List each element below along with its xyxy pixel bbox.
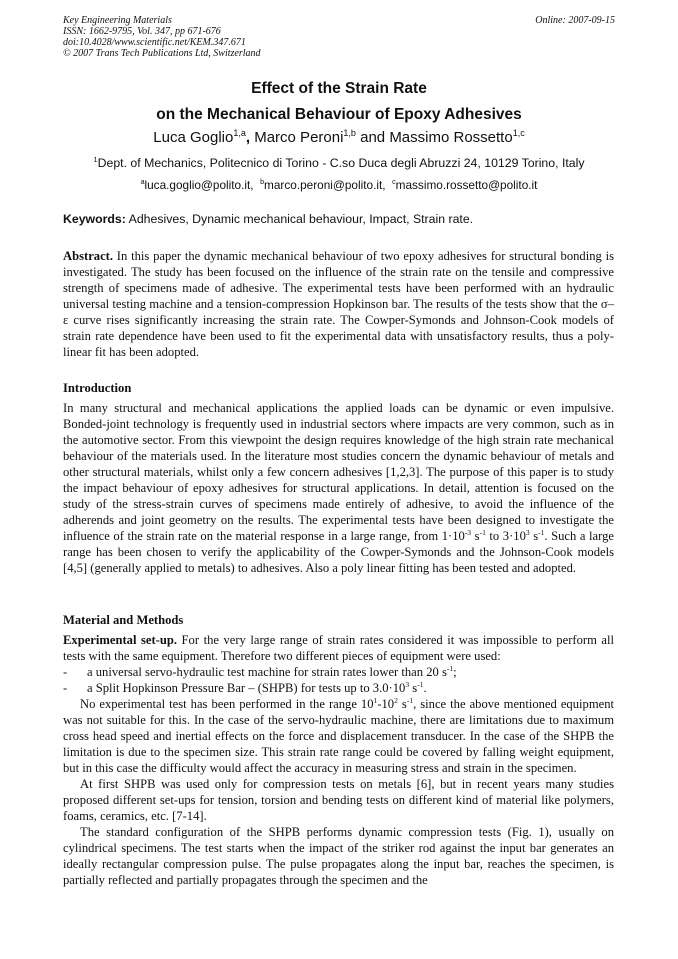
exponent: 2 <box>394 695 398 705</box>
para-text: , since the above mentioned equipment was not suitable for this. In the case of the servo-hydraulic machine, there are limitations due to maximum cross head speed and inertial effects on the force and displacement transducer. In the case of the SHPB the limitation is due to the specimen size. This strain rate range could be covered by falling weight equipment, but in this case the difficulty would affect the accuracy in measuring stress and strain in the specimen. <box>63 697 614 775</box>
author-name: Massimo Rossetto <box>389 129 513 146</box>
para-text: s <box>397 697 407 711</box>
journal-header <box>63 15 261 59</box>
bullet-text: ; <box>453 665 457 679</box>
author-affil-sup: 1,a <box>233 128 246 138</box>
intro-text: . Such a large range has been chosen to verify the applicability of the Cowper-Symonds and the Johnson-Cook models [4,5] (generally applied to metals) to adhesives. Also a poly linear fitting has been tested and adopted. <box>63 529 614 575</box>
introduction-body <box>63 400 614 576</box>
author-list <box>0 129 678 146</box>
paragraph: At first SHPB was used only for compression tests on metals [6], but in recent years many studies proposed different set-ups for tension, torsion and bending tests on different kind of material like polymers, foams, ceramics, etc. [7-14]. <box>63 777 614 823</box>
keywords-label: Keywords: <box>63 212 126 226</box>
doi-line: doi:10.4028/www.scientific.net/KEM.347.671 <box>63 37 246 48</box>
email-sup: c <box>392 178 396 187</box>
email-link[interactable]: luca.goglio@polito.it, <box>144 178 254 192</box>
paper-title-line2: on the Mechanical Behaviour of Epoxy Adhesives <box>156 106 522 123</box>
author-separator: , <box>245 129 255 146</box>
keywords-text: Adhesives, Dynamic mechanical behaviour, Impact, Strain rate. <box>125 212 474 226</box>
paragraph <box>63 696 614 776</box>
affil-text: Dept. of Mechanics, Politecnico di Torino - C.so Duca degli Abruzzi 24, 10129 Torino, Italy <box>97 156 585 170</box>
email-list <box>0 178 678 192</box>
exponent: -1 <box>406 695 414 705</box>
list-item <box>63 664 614 680</box>
online-date: Online: 2007-09-15 <box>535 15 615 26</box>
journal-name: Key Engineering Materials <box>63 15 172 26</box>
setup-label: Experimental set-up. <box>63 633 178 647</box>
email-link[interactable]: massimo.rossetto@polito.it <box>395 178 538 192</box>
bullet-text: s <box>409 681 418 695</box>
affiliation <box>0 156 678 170</box>
abstract <box>63 248 614 360</box>
setup-text: For the very large range of strain rates considered it was impossible to perform all tests with the same equipment. Therefore two different pieces of equipment were used: <box>63 633 614 663</box>
abstract-text: In this paper the dynamic mechanical behaviour of two epoxy adhesives for structural bonding is investigated. The study has been focused on the influence of the strain rate on the tensile and compressive strength of specimens made of adhesive. The experimental tests have been performed with an hydraulic universal testing machine and a tension-compression Hopkinson bar. The results of the tests show that the σ–ε curve rises significantly increasing the strain rate. The Cowper-Symonds and Johnson-Cook models of strain rate dependence have been used to fit the experimental data with unsatisfactory results, thus a poly-linear fit has been adopted. <box>63 249 614 359</box>
intro-text: to 3·10 <box>485 529 526 543</box>
exponent: -1 <box>417 679 424 689</box>
bullet-dash: - <box>63 665 68 679</box>
exponent: -1 <box>479 527 486 537</box>
list-item <box>63 680 614 696</box>
paper-title-line1: Effect of the Strain Rate <box>251 80 427 97</box>
author-name: Luca Goglio <box>153 129 234 146</box>
author-affil-sup: 1,c <box>512 128 525 138</box>
author-name: Marco Peroni <box>254 129 344 146</box>
issn-line: ISSN: 1662-9795, Vol. 347, pp 671-676 <box>63 26 221 37</box>
abstract-label: Abstract. <box>63 249 114 263</box>
bullet-text: a Split Hopkinson Pressure Bar – (SHPB) for tests up to 3.0·10 <box>87 681 406 695</box>
exponent: 3 <box>525 527 530 537</box>
intro-text: s <box>471 529 480 543</box>
exponent: -1 <box>538 527 545 537</box>
bullet-dash: - <box>63 681 68 695</box>
section-heading-introduction: Introduction <box>63 381 132 395</box>
exponent: 3 <box>405 679 410 689</box>
exponent: -1 <box>446 663 454 673</box>
author-affil-sup: 1,b <box>343 128 356 138</box>
copyright-line: © 2007 Trans Tech Publications Ltd, Switzerland <box>63 48 261 59</box>
intro-text: In many structural and mechanical applications the applied loads can be dynamic or even impulsive. Bonded-joint technology is frequently used in industrial sectors where impacts are very common, such as in the automotive sector. From this viewpoint the design requires knowledge of the high strain rate mechanical behaviour of the materials used. In the literature most studies concern the dynamic behaviour of metals and other structural materials, whilst only a few concern adhesives [1,2,3]. The purpose of this paper is to study the impact behaviour of epoxy adhesives for structural applications. In detail, attention is focused on the study of the stress-strain curves of specimens made entirely of adhesive, to avoid the influence of the adherends and joint geometry on the results. The experimental tests have been designed to investigate the influence of the strain rate on the material response in a large range, from 1·10 <box>63 401 614 543</box>
exponent: 1 <box>373 695 378 705</box>
exponent: -3 <box>464 527 472 537</box>
author-separator: and <box>355 129 390 146</box>
email-sup: b <box>260 178 265 187</box>
intro-text: s <box>529 529 539 543</box>
keywords <box>63 212 623 226</box>
para-text: No experimental test has been performed in the range 10 <box>80 697 374 711</box>
methods-body <box>63 632 614 888</box>
para-text: -10 <box>377 697 395 711</box>
email-link[interactable]: marco.peroni@polito.it, <box>264 178 386 192</box>
section-heading-methods: Material and Methods <box>63 613 184 627</box>
bullet-text: a universal servo-hydraulic test machine for strain rates lower than 20 s <box>87 665 447 679</box>
paragraph: The standard configuration of the SHPB performs dynamic compression tests (Fig. 1), usually on cylindrical specimens. The test starts when the impact of the striker rod against the input bar generates an ideally rectangular compression pulse. The pulse propagates along the input bar, reaches the specimen, is partially reflected and partially propagates through the specimen and the <box>63 825 614 887</box>
email-sup: a <box>140 178 145 187</box>
affil-sup: 1 <box>93 154 98 164</box>
bullet-text: . <box>423 681 427 695</box>
